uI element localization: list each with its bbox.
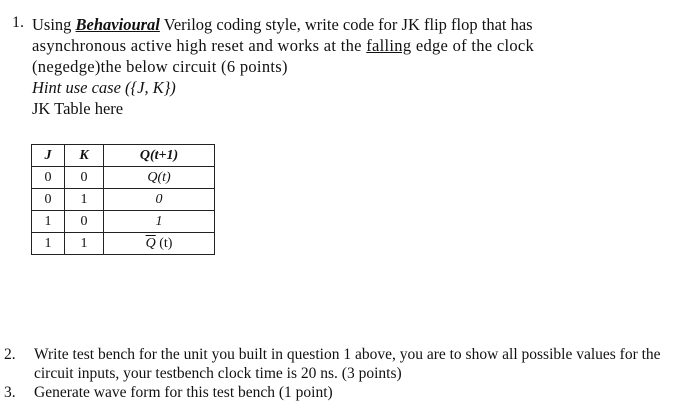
table-row [32,233,215,255]
question-2 [4,345,694,383]
cell-j: 0 [32,167,65,189]
header-q-next: Q(t+1) [104,145,215,167]
cell-j: 1 [32,211,65,233]
question-2-number: 2. [4,346,16,363]
question-1-line-3 [32,56,692,77]
question-3-number: 3. [4,384,16,401]
cell-k: 1 [65,189,104,211]
question-1 [12,14,692,119]
header-k: K [65,145,104,167]
header-j: J [32,145,65,167]
cell-q [104,233,215,255]
cell-q: Q(t) [104,167,215,189]
q-bar-suffix: (t) [155,235,173,251]
question-1-text-b: Verilog coding style, write code for JK flip flop that has [159,15,533,34]
question-1-line-2 [32,35,692,56]
hint-text: Hint use case ({J, K}) [32,78,176,97]
cell-q: 1 [104,211,215,233]
cell-k: 0 [65,167,104,189]
behavioural-emphasis: Behavioural [75,15,160,34]
question-2-text: Write test bench for the unit you built in question 1 above, you are to show all possible values for the circuit inputs, your testbench clock time is 20 ns. (3 points) [34,346,661,382]
question-1-text-a: Using [32,15,76,34]
cell-k: 1 [65,233,104,255]
question-3 [4,383,694,402]
question-1-text-d: edge of the clock [411,36,535,55]
question-1-text-c: asynchronous active high reset and works at the [32,36,367,55]
cell-q: 0 [104,189,215,211]
question-1-number: 1. [12,14,24,31]
question-3-text: Generate wave form for this test bench (1 point) [34,384,333,401]
cell-j: 0 [32,189,65,211]
cell-k: 0 [65,211,104,233]
falling-emphasis: falling [366,36,412,55]
question-1-text-e: (negedge)the below circuit (6 points) [32,57,288,76]
question-1-line-1 [32,14,692,35]
table-header-row [32,145,215,167]
table-label: JK Table here [32,99,124,118]
questions-2-3 [4,345,694,402]
table-row [32,211,215,233]
table-row [32,189,215,211]
table-row [32,167,215,189]
q-bar-symbol: $\overline{Q}$ [145,235,156,251]
jk-truth-table [31,144,215,255]
cell-j: 1 [32,233,65,255]
